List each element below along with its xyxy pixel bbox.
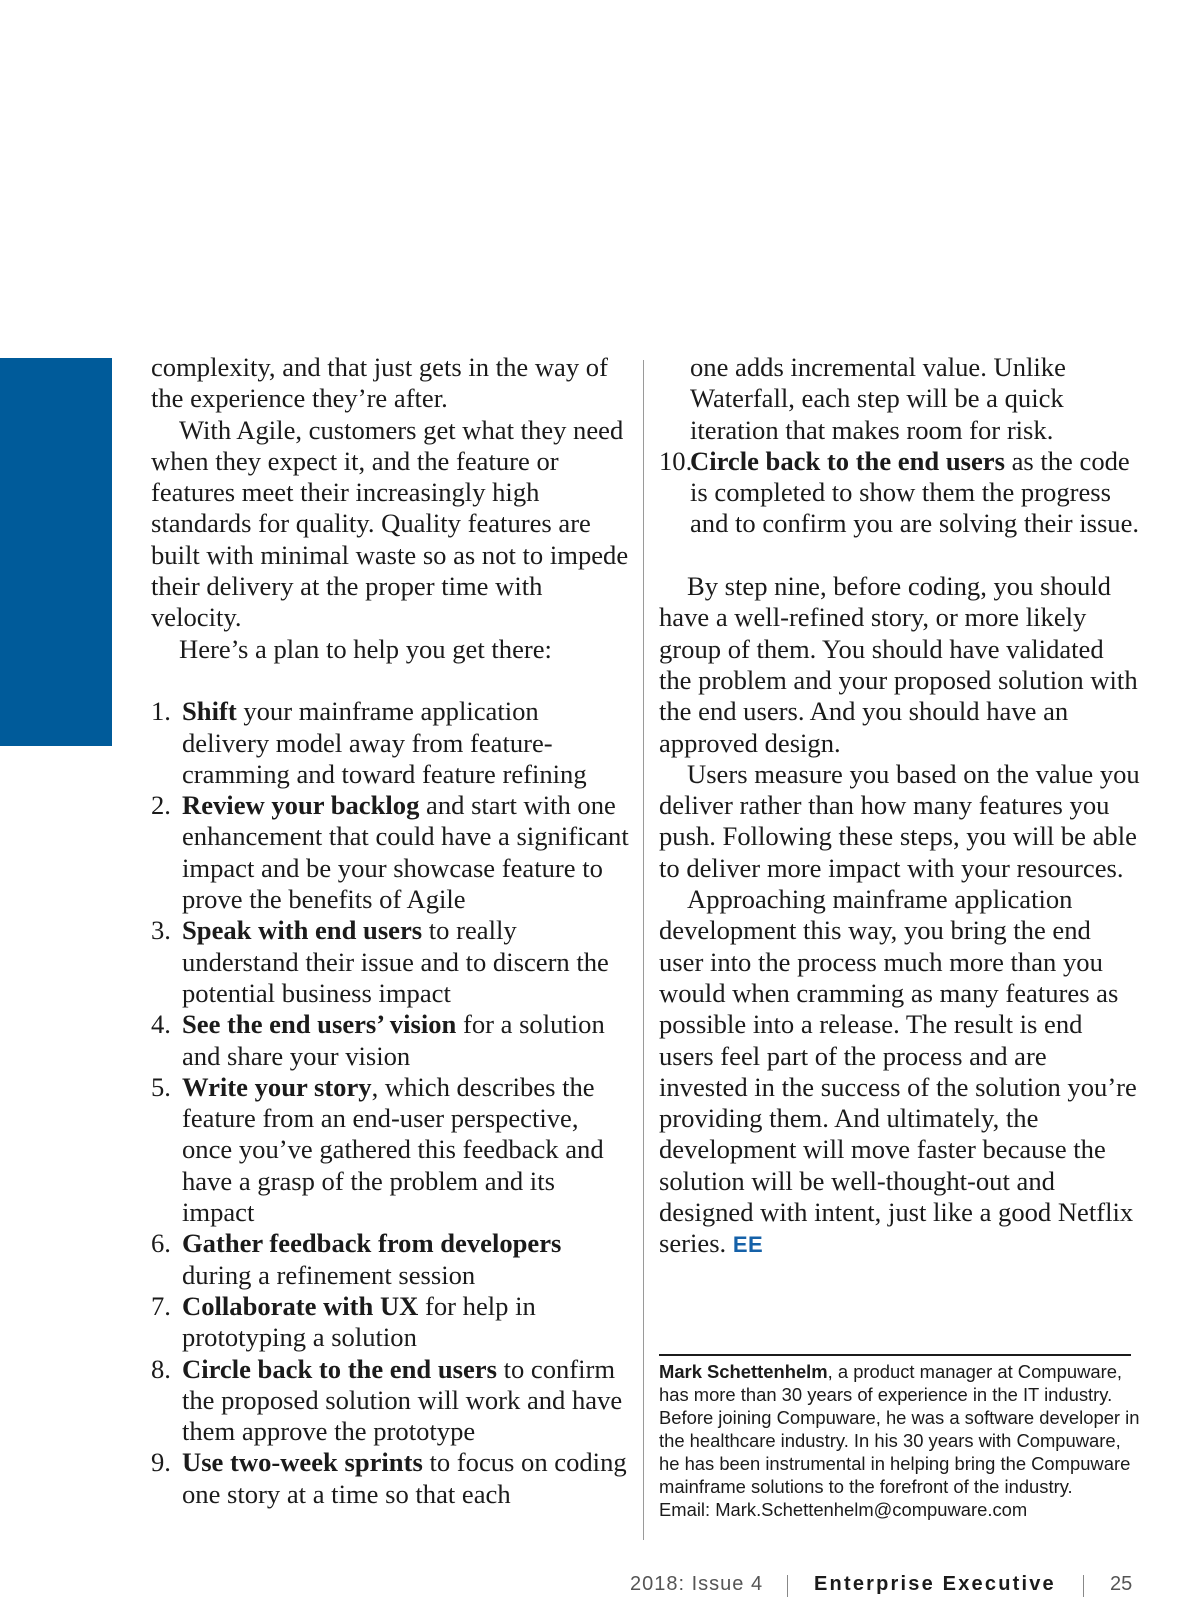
bio-rule [659,1354,1131,1356]
page-footer [0,1573,1200,1603]
list-item: 3. Speak with end users to really understand their issue and to discern the potential business impact [151,915,609,1008]
list-item: 6. Gather feedback from developers during a refinement session [151,1228,562,1290]
paragraph: With Agile, customers get what they need when they expect it, and the feature or features meet their increasingly high standards for quality. Quality features are built with minimal waste so as not to impede their delivery at the proper time with velocity. [151,414,629,633]
list-item: 7. Collaborate with UX for help in prototyping a solution [151,1290,536,1353]
author-name: Mark Schettenhelm [659,1361,828,1382]
steps-list-continued [659,446,1141,540]
list-item: 1. Shift your mainframe application delivery model away from feature-cramming and toward feature refining [151,696,587,789]
bio-text: , a product manager at Compuware, has more than 30 years of experience in the IT industry. Before joining Compuware, he was a software developer in the healthcare industry. In his 30 years with Compuware, he has been instrumental in helping bring the Compuware mainframe solutions to the forefront of the industry. [659,1361,1140,1497]
issue-label: 2018: Issue 4 [630,1573,764,1595]
list-item: 10. Circle back to the end users as the code is completed to show them the progress and to confirm you are solving their issue. [659,445,1140,539]
paragraph: Here’s a plan to help you get there: [179,633,552,664]
accent-bar [0,358,112,746]
left-column [151,352,631,1510]
list-item: 2. Review your backlog and start with one enhancement that could have a significant impact and be your showcase feature to prove the benefits of Agile [151,790,629,915]
list-item: 8. Circle back to the end users to confirm the proposed solution will work and have them approve the prototype [151,1353,623,1447]
paragraph: By step nine, before coding, you should have a well-refined story, or more likely group of them. You should have validated the problem and your proposed solution with the end users. And you should have an approved design. [659,571,1138,758]
column-divider [643,360,644,1540]
list-item: 4. See the end users’ vision for a solution and share your vision [151,1009,605,1071]
paragraph: Users measure you based on the value you deliver rather than how many features you push. Following these steps, you will be able to deliver more impact with your resources. [659,758,1140,883]
right-column [659,352,1141,1261]
magazine-name: Enterprise Executive [814,1573,1056,1595]
author-email: Email: Mark.Schettenhelm@compuware.com [659,1499,1028,1520]
list-item: 9. Use two-week sprints to focus on coding one story at a time so that each [151,1447,627,1509]
paragraph: complexity, and that just gets in the way of the experience they’re after. [151,352,608,414]
author-bio [659,1360,1141,1521]
footer-separator [1083,1575,1084,1597]
footer-separator [787,1575,788,1597]
list-item-continuation: one adds incremental value. Unlike Waterfall, each step will be a quick iteration that makes room for risk. [690,352,1066,445]
steps-list [151,696,631,1510]
end-mark: EE [732,1232,764,1258]
page-number: 25 [1110,1573,1133,1595]
list-item: 5. Write your story, which describes the feature from an end-user perspective, once you’ve gathered this feedback and have a grasp of the problem and its impact [151,1071,604,1228]
paragraph: Approaching mainframe application development this way, you bring the end user into the process much more than you would when cramming as many features as possible into a release. The result is end users feel part of the process and are invested in the success of the solution you’re providing them. And ultimately, the development will move faster because the solution will be well-thought-out and designed with intent, just like a good Netflix series. EE [659,884,1137,1259]
